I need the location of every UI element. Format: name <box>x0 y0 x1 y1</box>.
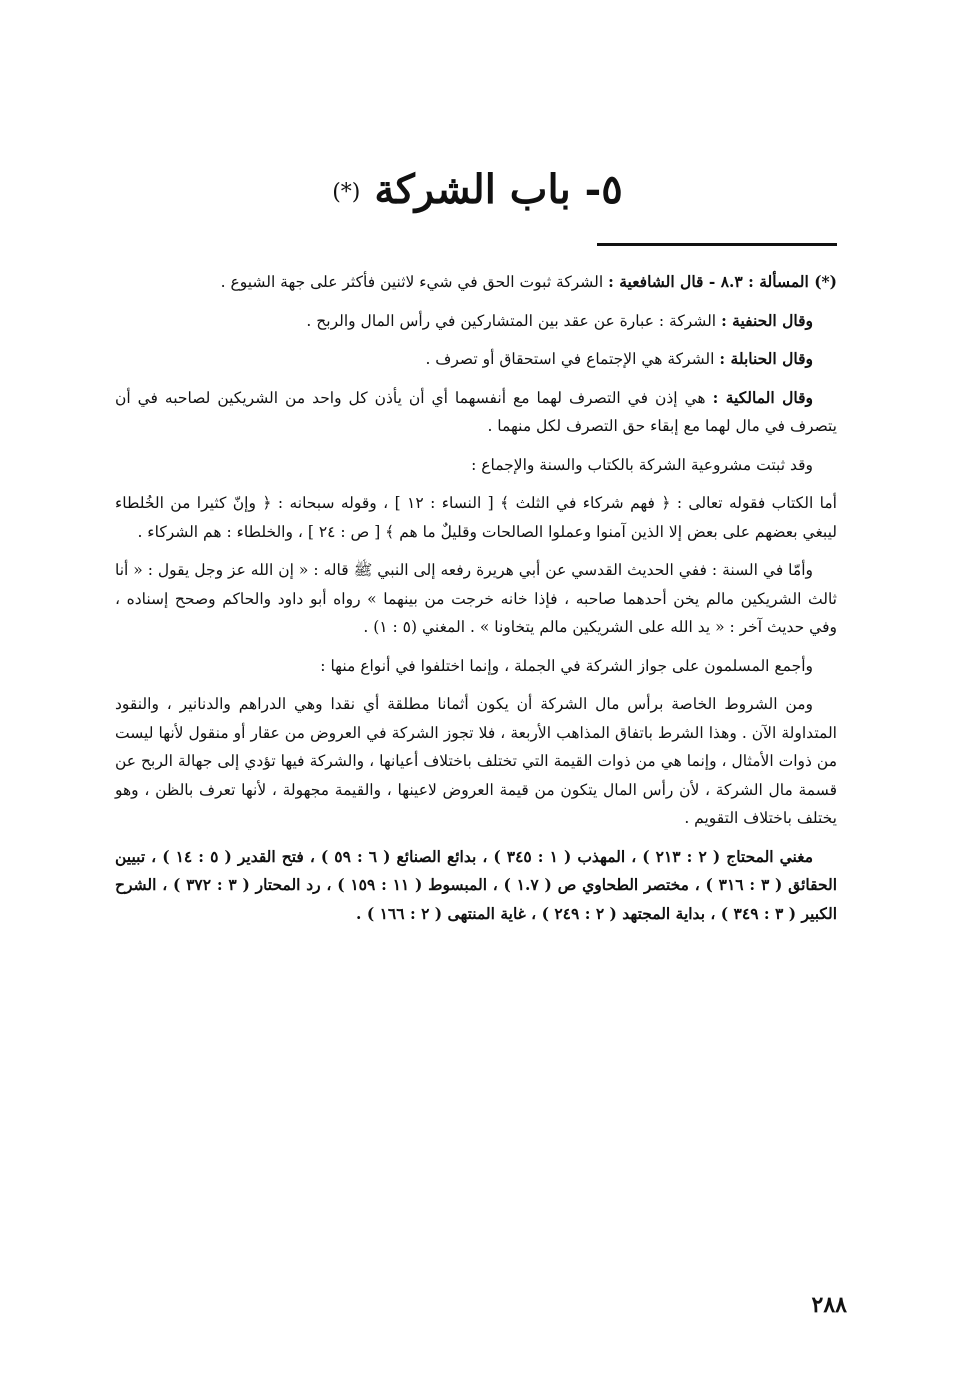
paragraph-text: الشركة : عبارة عن عقد بين المتشاركين في رأس المال والربح . <box>306 311 717 330</box>
footnote-paragraph-maliki <box>115 384 837 441</box>
footnote-paragraph-conditions <box>115 690 837 833</box>
footnote-mark: (*) <box>332 180 361 205</box>
footnote-paragraph-legitimacy <box>115 451 837 480</box>
footnote-paragraph-sunnah <box>115 556 837 642</box>
paragraph-text: الشركة ثبوت الحق في شيء لاثنين فأكثر على جهة الشيوع . <box>220 273 604 291</box>
footnote-body <box>115 268 837 938</box>
paragraph-lead: (*) المسألة : ٨.٣ - قال الشافعية : <box>608 272 837 291</box>
chapter-title-text: ٥- باب الشركة <box>374 166 623 213</box>
paragraph-text: وأجمع المسلمون على جواز الشركة في الجملة ، وإنما اختلفوا في أنواع منها : <box>320 656 813 675</box>
footnote-paragraph-consensus <box>115 652 837 681</box>
footnote-paragraph-references <box>115 843 837 929</box>
paragraph-text: وأمّا في السنة : ففي الحديث القدسي عن أبي هريرة رفعه إلى النبي ﷺ قاله : « إن الله عز وجل يقول : « أنا ثالث الشريكين مالم يخن أحدهما صاحبه ، فإذا خانه خرجت من بينهما » رواه أبو داود والحاكم وصحح إسناده ، وفي حديث آخر : « يد الله على الشريكين مالم يتخاونا » . المغني (٥ : ١) . <box>115 561 837 636</box>
footnote-paragraph-hanbali <box>115 345 837 374</box>
footnote-separator-rule <box>597 243 837 246</box>
paragraph-lead: وقال الحنفية : <box>721 310 813 330</box>
paragraph-text: ومن الشروط الخاصة برأس مال الشركة أن يكون أثمانا مطلقة أي نقدا وهي الدراهم والدنانير ، والنقود المتداولة الآن . وهذا الشرط باتفاق المذاهب الأربعة ، فلا تجوز الشركة في العروض من عقار أو منقول لأنها ليست من ذوات الأمثال ، وإنما هي من ذوات القيمة التي تختلف باختلاف أعيانها ، والشركة فيها تؤدي إلى جهالة الربح عن قسمة مال الشركة ، لأن رأس المال يتكون من قيمة العروض لاعينها ، والقيمة مجهولة ، لأنها تعرف بالظن ، وهو يختلف باختلاف التقويم . <box>115 695 837 827</box>
paragraph-text: أما الكتاب فقوله تعالى : ﴿ فهم شركاء في الثلث ﴾ [ النساء : ١٢ ] ، وقوله سبحانه : ﴿ وإنّ كثيرا من الخُلطاء ليبغي بعضهم على بعض إلا الذين آمنوا وعملوا الصالحات وقليلٌ ما هم ﴾ [ ص : ٢٤ ] ، والخلطاء : هم الشركاء . <box>115 494 837 541</box>
page-number: ٢٨٨ <box>811 1292 847 1318</box>
paragraph-text: وقد ثبتت مشروعية الشركة بالكتاب والسنة والإجماع : <box>471 455 813 474</box>
footnote-paragraph-shafii <box>115 268 837 297</box>
paragraph-text: مغني المحتاج ( ٢ : ٢١٣ ) ، المهذب ( ١ : ٣٤٥ ) ، بدائع الصنائع ( ٦ : ٥٩ ) ، فتح القدير ( ٥ : ١٤ ) ، تبيين الحقائق ( ٣ : ٣١٦ ) ، مختصر الطحاوي ص ( ١.٧ ) ، المبسوط ( ١١ : ١٥٩ ) ، رد المحتار ( ٣ : ٣٧٢ ) ، الشرح الكبير ( ٣ : ٣٤٩ ) ، بداية المجتهد ( ٢ : ٢٤٩ ) ، غاية المنتهى ( ٢ : ١٦٦ ) . <box>115 846 837 923</box>
paragraph-lead: وقال الحنابلة : <box>719 349 813 368</box>
paragraph-lead: وقال المالكية : <box>712 387 813 407</box>
paragraph-text: الشركة هي الإجتماع في استحقاق أو تصرف . <box>425 350 715 368</box>
paragraph-text: هي إذن في التصرف لهما مع أنفسهما أي أن يأذن كل واحد من الشريكين لصاحبه في أن يتصرف في مال لهما مع إبقاء حق التصرف لكل منهما . <box>115 388 837 435</box>
chapter-title <box>0 160 955 223</box>
footnote-paragraph-hanafi <box>115 307 837 336</box>
footnote-paragraph-quran <box>115 489 837 546</box>
